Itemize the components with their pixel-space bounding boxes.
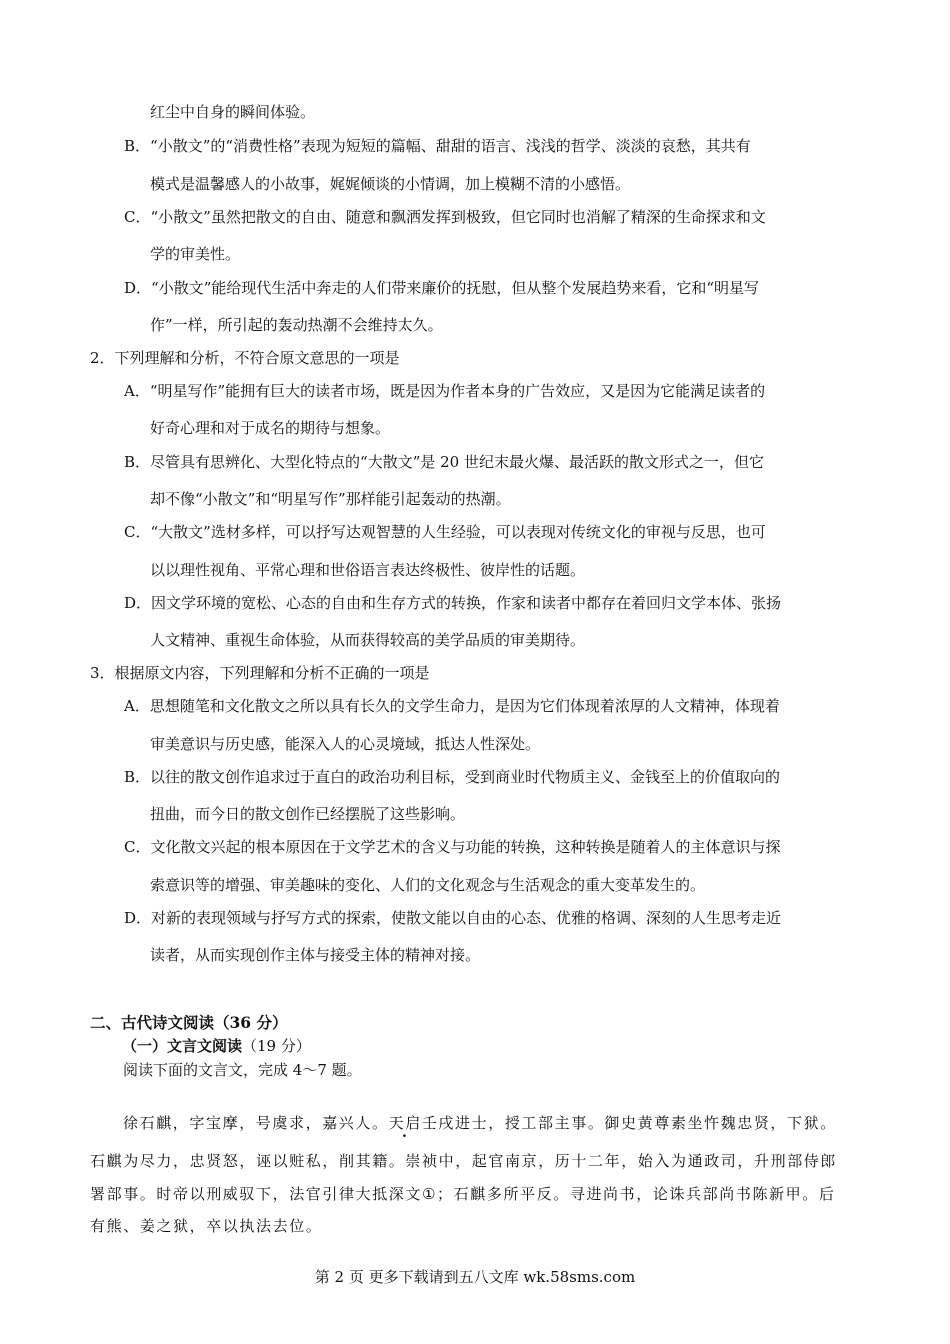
section-title: 二、古代诗文阅读（36 分） [90,1013,288,1032]
text-line: 2．下列理解和分析，不符合原文意思的一项是 [90,349,400,367]
text-line: A．“明星写作”能拥有巨大的读者市场，既是因为作者本身的广告效应，又是因为它能满足读者的 [124,382,766,400]
text-line: D．对新的表现领域与抒写方式的探索，使散文能以自由的心态、优雅的格调、深刻的人生思考走近 [124,909,782,927]
text-line: 署部事。时帝以刑威驭下，法官引律大抵深文①；石麒多所平反。寻进尚书，论诛兵部尚书陈新甲。后 [90,1185,836,1203]
text-line: 审美意识与历史感，能深入人的心灵境域，抵达人性深处。 [150,735,541,753]
text-line: 有熊、姜之狱，卒以执法去位。 [90,1217,323,1235]
text-line: 却不像“小散文”和“明星写作”那样能引起轰动的热潮。 [150,490,511,508]
text-line: 人文精神、重视生命体验，从而获得较高的美学品质的审美期待。 [150,631,586,649]
text-line: 红尘中自身的瞬间体验。 [150,103,316,121]
subsection-bold: （一）文言文阅读 [122,1037,243,1055]
page-footer: 第 2 页 更多下载请到五八文库 wk.58sms.com [314,1268,636,1286]
text-line: B．尽管具有思辨化、大型化特点的“大散文”是 20 世纪末最火爆、最活跃的散文形式之一，但它 [124,453,764,471]
text-line: C．文化散文兴起的根本原因在于文学艺术的含义与功能的转换，这种转换是随着人的主体意识与探 [124,838,781,856]
text-line: B．“小散文”的“消费性格”表现为短短的篇幅、甜甜的语言、浅浅的哲学、淡淡的哀愁，其共有 [124,137,751,155]
text-line: 石麒为尽力，忠贤怒，诬以赃私，削其籍。崇祯中，起官南京，历十二年，始入为通政司，升刑部侍郎 [90,1152,838,1170]
text-line: C．“小散文”虽然把散文的自由、随意和飘洒发挥到极致，但它同时也消解了精深的生命探求和文 [124,208,766,226]
text-line: A．思想随笔和文化散文之所以具有长久的文学生命力，是因为它们体现着浓厚的人文精神，体现着 [124,697,780,715]
classical-text-first-line [123,1113,837,1133]
classical-first-before: 徐石麒，字宝摩，号虞求，嘉兴人。 [123,1114,389,1132]
classical-first-after: 壬戌进士，授工部主事。御史黄尊素坐忤魏忠贤，下狱。 [421,1114,837,1132]
subsection-score: （19 分） [242,1037,311,1055]
text-line: 学的审美性。 [150,245,241,263]
text-line: 扭曲，而今日的散文创作已经摆脱了这些影响。 [150,805,466,823]
text-line: 读者，从而实现创作主体与接受主体的精神对接。 [150,946,481,964]
text-line: B．以往的散文创作追求过于直白的政治功利目标，受到商业时代物质主义、金钱至上的价值取向的 [124,768,781,786]
text-line: D．因文学环境的宽松、心态的自由和生存方式的转换，作家和读者中都存在着回归文学本体、张扬 [124,594,782,612]
text-line: 模式是温馨感人的小故事，娓娓倾谈的小情调，加上模糊不清的小感悟。 [150,175,631,193]
text-line: 以以理性视角、平常心理和世俗语言表达终极性、彼岸性的话题。 [150,561,586,579]
text-line: 好奇心理和对于成名的期待与想象。 [150,419,391,437]
text-line: 索意识等的增强、审美趣味的变化、人们的文化观念与生活观念的重大变革发生的。 [150,876,706,894]
text-line: 阅读下面的文言文，完成 4～7 题。 [123,1061,362,1079]
text-line: D．“小散文”能给现代生活中奔走的人们带来廉价的抚慰，但从整个发展趋势来看，它和“明星写 [124,279,760,297]
text-line: C．“大散文”选材多样，可以抒写达观智慧的人生经验，可以表现对传统文化的审视与反思，也可 [124,523,766,541]
subsection-title [122,1036,311,1056]
text-line: 3．根据原文内容，下列理解和分析不正确的一项是 [90,664,430,682]
text-line: 作”一样，所引起的轰动热潮不会维持太久。 [150,316,443,334]
emphasis-dotted-text: 天启 [388,1114,422,1132]
